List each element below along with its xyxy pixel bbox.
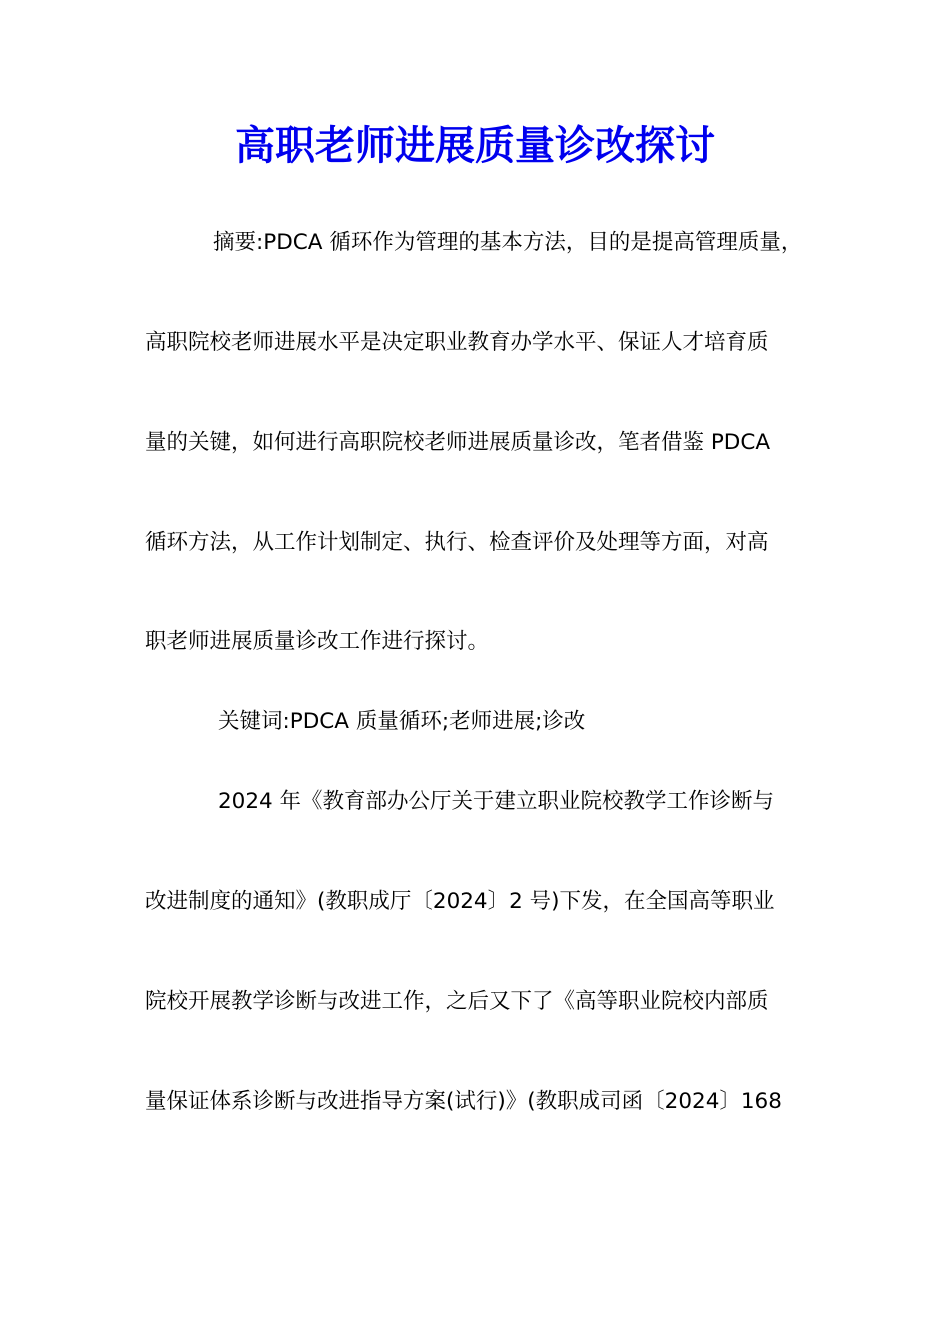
body-line-4: 量保证体系诊断与改进指导方案(试行)》(教职成司函〔2024〕168: [145, 1089, 782, 1114]
abstract-line-4: 循环方法，从工作计划制定、执行、检查评价及处理等方面，对高: [145, 530, 769, 555]
body-line-2: 改进制度的通知》(教职成厅〔2024〕2 号)下发，在全国高等职业: [145, 889, 775, 914]
keywords-line: 关键词:PDCA 质量循环;老师进展;诊改: [218, 709, 586, 734]
body-line-1: 2024 年《教育部办公厅关于建立职业院校教学工作诊断与: [218, 789, 775, 814]
abstract-line-1: 摘要:PDCA 循环作为管理的基本方法，目的是提高管理质量，: [213, 230, 803, 255]
abstract-line-5: 职老师进展质量诊改工作进行探讨。: [145, 629, 490, 654]
abstract-line-3: 量的关键，如何进行高职院校老师进展质量诊改，笔者借鉴 PDCA: [145, 430, 771, 455]
abstract-line-2: 高职院校老师进展水平是决定职业教育办学水平、保证人才培育质: [145, 330, 769, 355]
document-title: 高职老师进展质量诊改探讨: [235, 122, 715, 169]
body-line-3: 院校开展教学诊断与改进工作，之后又下了《高等职业院校内部质: [145, 989, 769, 1014]
